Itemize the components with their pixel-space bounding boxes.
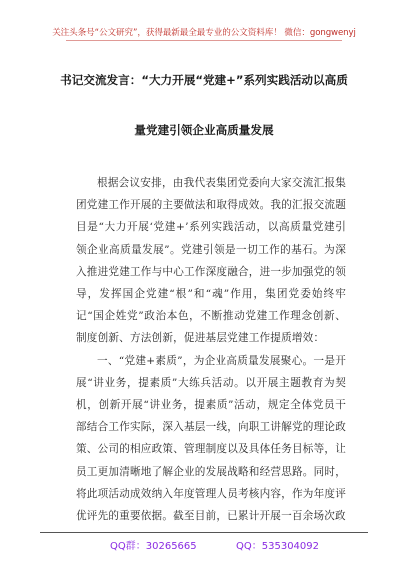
body-paragraph-2: 一、“党建+素质”，为企业高质量发展聚心。一是开展“讲业务，提素质”大练兵活动。以开展主题教育为契机，创新开展“讲业务，提素质”活动，规定全体党员干部结合工作实际，深入基层一线，向职工讲解党的理论政策、公司的相应政策、管理制度以及具体任务目标等，让员工更加清晰地了解企业的发展战略和经营思路。同时，将此项活动成效纳入年度管理人员考核内容，作为年度评优评先的重要依据。截至目前，已累计开展一百余场次政 bbox=[76, 354, 346, 523]
body-paragraph-1: 根据会议安排，由我代表集团党委向大家交流汇报集团党建工作开展的主要做法和取得成效。我的汇报交流题目是“大力开展‘党建+’系列实践活动，以高质量党建引领企业高质量发展”。党建引领是一切工作的基石。为深入推进党建工作与中心工作深度融合，进一步加强党的领导，发挥国企党建“根”和“魂”作用，集团党委始终牢记“国企姓党”政治本色，不断推动党建工作理念创新、制度创新、方法创新，促进基层党建工作提质增效： bbox=[76, 177, 346, 345]
document-body bbox=[76, 172, 346, 527]
header-banner: 关注头条号“公文研究”，获得最新最全最专业的公文资料库！ 微信：gongwenyj bbox=[52, 28, 356, 38]
document-title-line-2: 量党建引领企业高质量发展 bbox=[134, 123, 274, 137]
document-title-line-1: 书记交流发言：“大力开展“党建+”系列实践活动以高质 bbox=[60, 73, 348, 87]
footer-divider bbox=[40, 532, 368, 533]
footer-qq-contact: QQ：535304092 bbox=[236, 541, 320, 552]
footer-qq-group: QQ群：30265665 bbox=[110, 541, 197, 552]
header-divider bbox=[66, 40, 342, 41]
